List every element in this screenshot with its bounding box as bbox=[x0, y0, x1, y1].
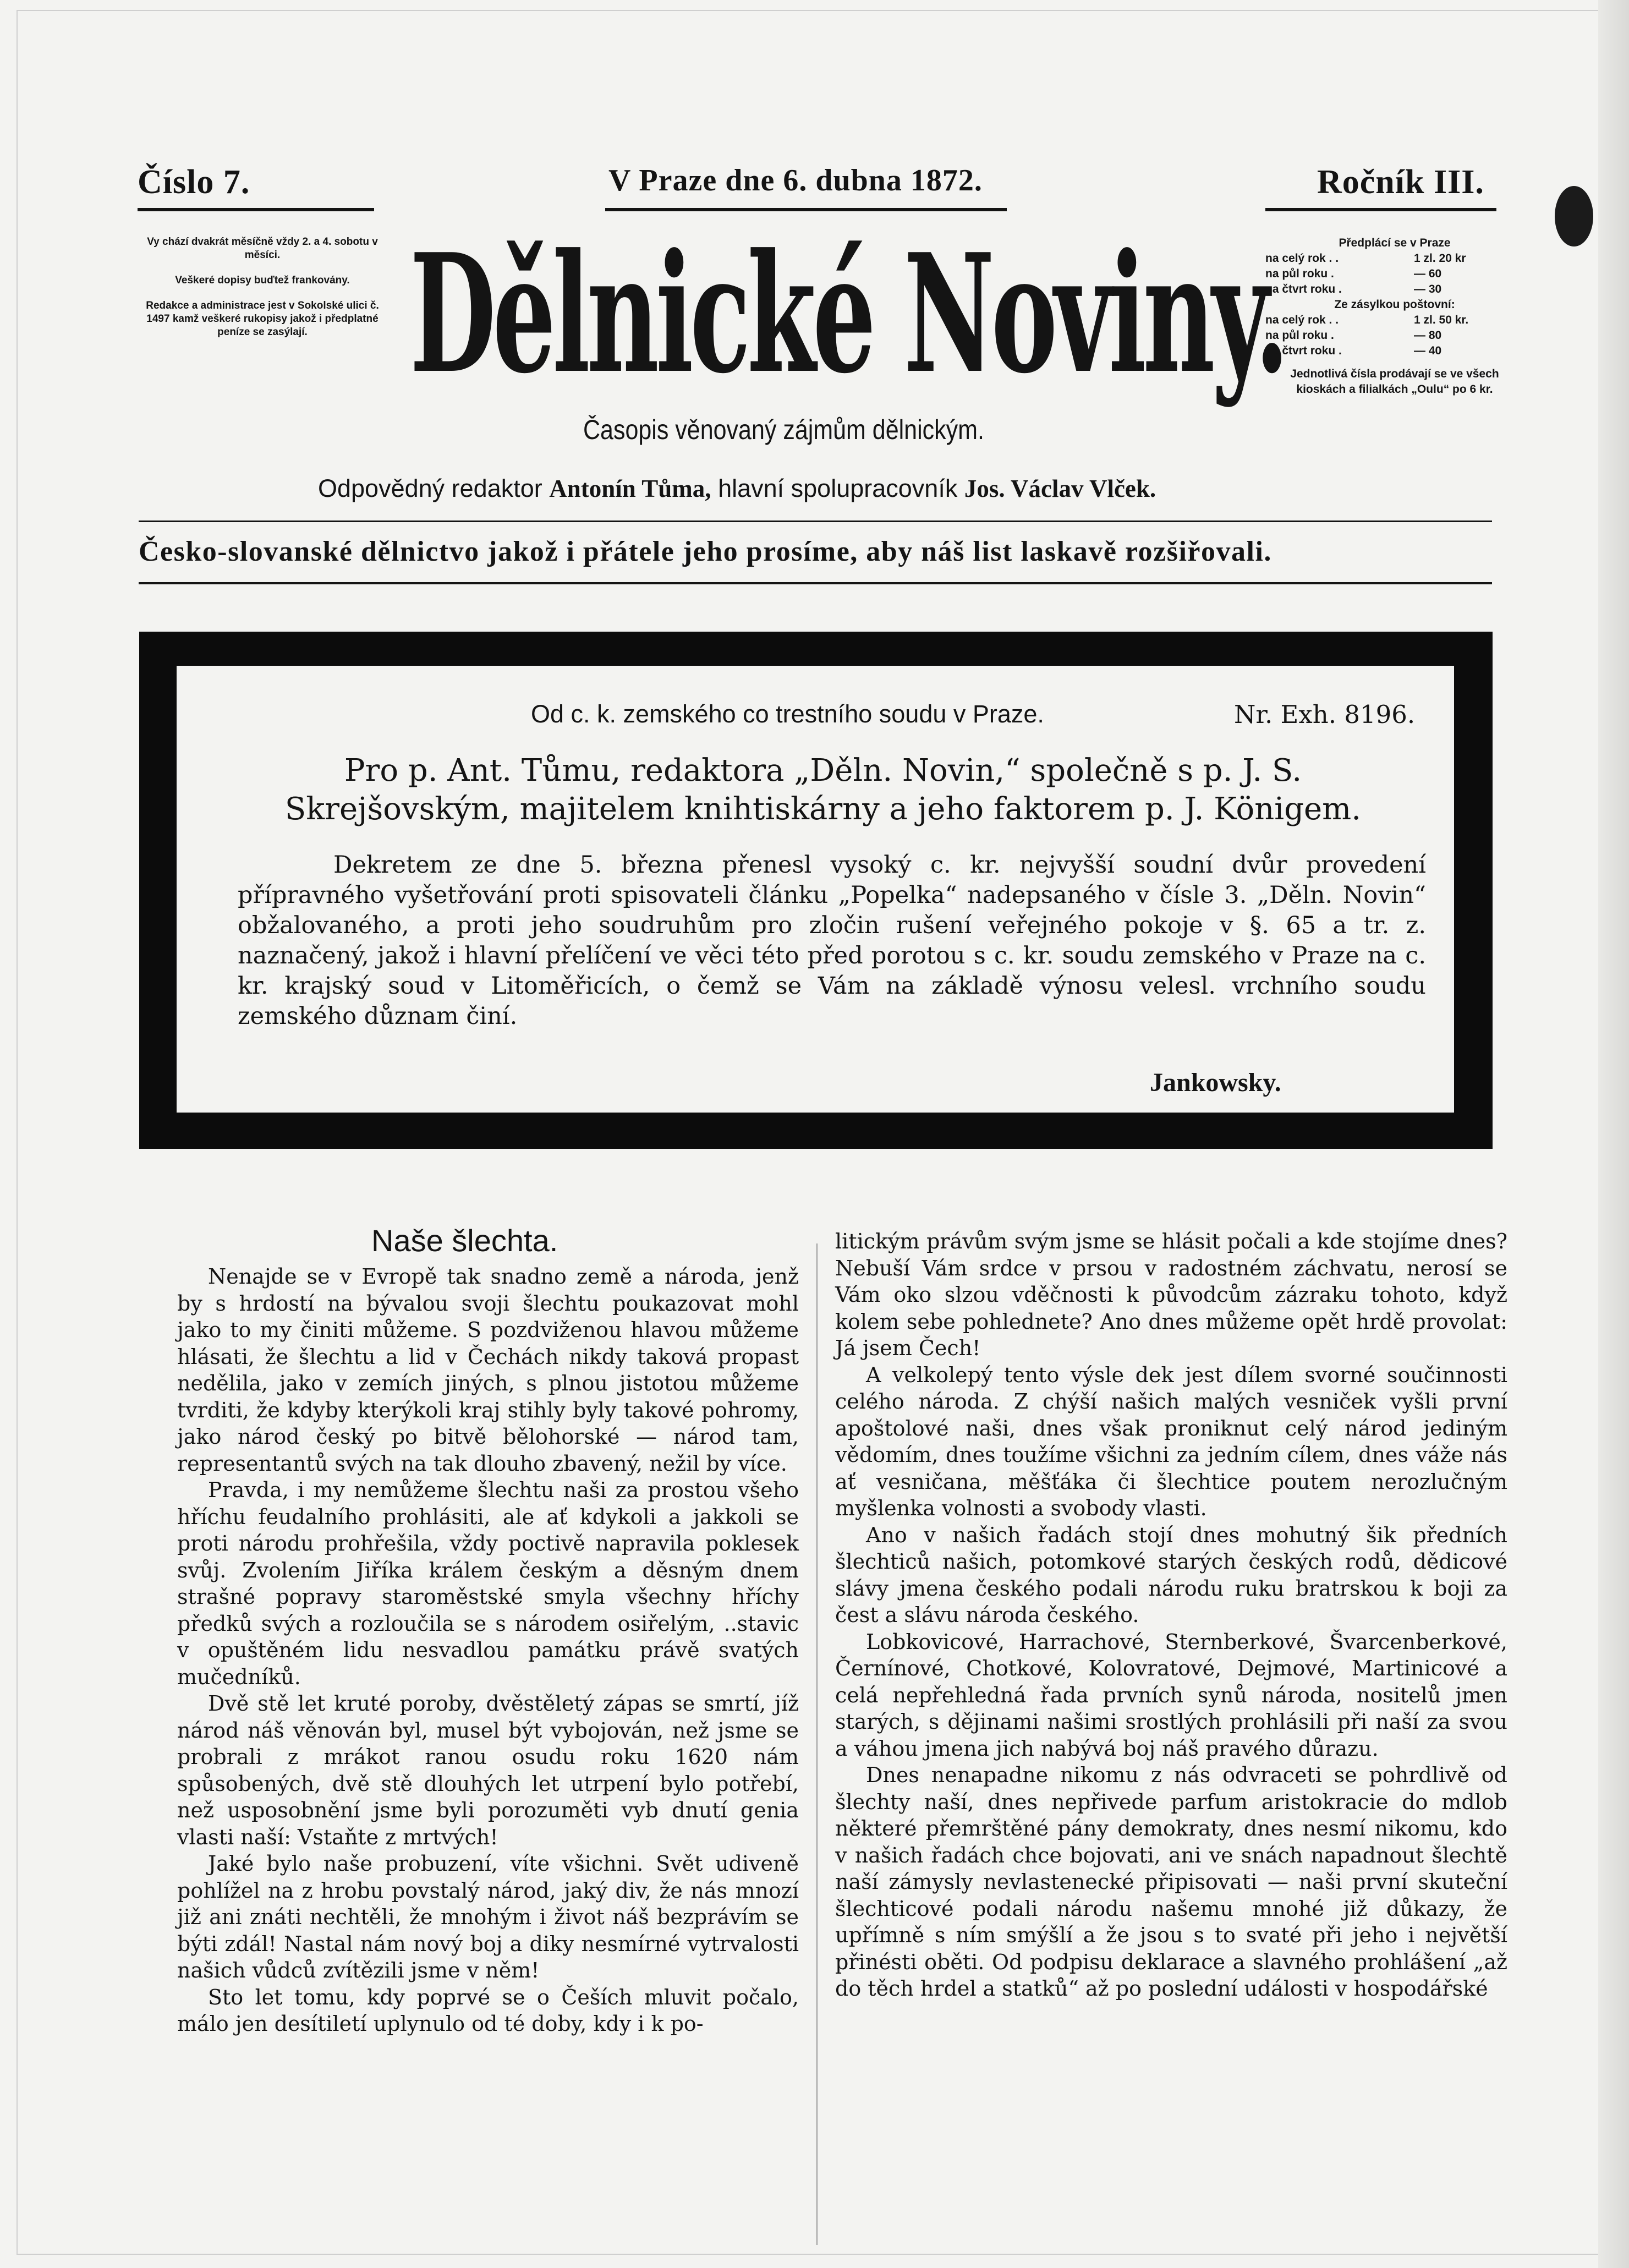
paragraph: litickým právům svým jsme se hlásit počali a kde stojíme dnes? Nebuší Vám srdce v prsou v radostném záchvatu, nerosí se Vám oko slzou vděčnosti k původcům zázraku tohoto, když kolem sebe pohlednete? Ano dnes můžeme opět hrdě provolat: Já jsem Čech! bbox=[835, 1229, 1507, 1360]
volume: Ročník III. bbox=[1317, 163, 1484, 201]
price-row: na půl roku . — 60 bbox=[1265, 267, 1442, 280]
paragraph: Pravda, i my nemůžeme šlechtu naši za prostou všeho hříchu feudalního prohlásiti, ale ať kdykoli a jakkoli se proti národu prohřešila, vždy poctivě napravila poklesek svůj. Zvolením Jiříka králem českým a děsným dnem strašné popravy staroměstské smyla všechny hříchy předků svých a rozloučila se s národem osiřelým, ..stavic v opuštěném lidu nesvadlou památku právě svatých mučedníků. bbox=[177, 1478, 799, 1689]
scan-edge bbox=[1598, 0, 1629, 2268]
decree-body: Dekretem ze dne 5. března přenesl vysoký c. kr. nejvyšší soudní dvůr provedení přípravného vyšetřování proti spisovateli článku „Popelka“ nadepsaného v čísle 3. „Děln. Novin“ obžalovaného, a proti jeho soudruhům pro zločin rušení veřejného pokoje v §. 65 a tr. z. naznačený, jakož i hlavní přelíčení ve věci této před porotou s c. kr. soudu zemského v Praze na c. kr. krajský soud v Litoměřicích, o čemž se Vám na základě výnosu velesl. vrchního soudu zemského důznam činí. bbox=[238, 851, 1426, 1030]
single-copy-note: Jednotlivá čísla prodávají se ve všech kioskách a filialkách „Oulu“ po 6 kr. bbox=[1290, 368, 1499, 396]
decree-address: Pro p. Ant. Tůmu, redaktora „Děln. Novin,“ společně s p. J. S. Skrejšovským, majitelem knihtiskárny a jeho faktorem p. J. Königem. bbox=[284, 753, 1362, 827]
coworker-name: Jos. Václav Vlček. bbox=[964, 475, 1156, 502]
publishing-notes bbox=[139, 235, 386, 351]
article-column-left bbox=[177, 1263, 799, 2037]
masthead-subtitle: Časopis věnovaný zájmům dělnickým. bbox=[583, 414, 984, 445]
appeal-banner: Česko-slovanské dělnictvo jakož i přátele jeho prosíme, aby náš list laskavě rozšiřovali. bbox=[139, 536, 1272, 567]
place-date: V Praze dne 6. dubna 1872. bbox=[608, 163, 983, 198]
subscription-title: Předplácí se v Praze bbox=[1339, 237, 1451, 249]
column-divider bbox=[816, 1243, 818, 2245]
banner-rule-bottom bbox=[139, 582, 1492, 584]
price-row: na celý rok . . 1 zl. 50 kr. bbox=[1265, 314, 1469, 326]
header-rule-left bbox=[138, 208, 374, 211]
price-row: na celý rok . . 1 zl. 20 kr bbox=[1265, 252, 1466, 265]
paragraph: A velkolepý tento výsle dek jest dílem svorné součinnosti celého národa. Z chýší našich malých vesniček vyšli první apoštolové naši, dnes však proniknut celý národ jediným vědomím, dnes toužíme všichni za jedním cílem, dnes váže nás ať vesničana, měšťáka či šlechtice poutem nerozlučným myšlenka volnosti a svobody vlasti. bbox=[835, 1362, 1507, 1520]
paragraph: Ano v našich řadách stojí dnes mohutný šik předních šlechticů našich, potomkové starých českých rodů, dědicové slávy jmena českého podali národu ruku bratrskou k boji za čest a slávu národa českého. bbox=[835, 1522, 1507, 1627]
price-row: na půl roku . — 80 bbox=[1265, 329, 1442, 342]
editor-name: Antonín Tůma, bbox=[549, 475, 711, 502]
masthead-title: Dělnické Noviny. bbox=[410, 218, 1286, 409]
paragraph: Jaké bylo naše probuzení, víte všichni. Svět udiveně pohlížel na z hrobu povstalý národ, jaký div, že nás mnozí již ani znáti nechtěli, že mnohým i život náš bezprávím se býti zdál! Nastal nám nový boj a diky nesmírné vytrvalosti našich vůdců zvítězili jsme v něm! bbox=[177, 1851, 799, 1982]
header-rule-right bbox=[1265, 208, 1496, 211]
article-title: Naše šlechta. bbox=[371, 1223, 558, 1258]
price-row: na čtvrt roku . — 30 bbox=[1265, 283, 1442, 295]
header-rule-center bbox=[605, 208, 1007, 211]
decree-number: Nr. Exh. 8196. bbox=[1234, 700, 1416, 729]
note-letters: Veškeré dopisy buďtež frankovány. bbox=[175, 275, 350, 286]
paragraph: Lobkovicové, Harrachové, Sternberkové, Švarcenberkové, Černínové, Chotkové, Kolovratové, Dejmové, Martinicové a celá nepřehledná řada prvních synů národa, nositelů jmen starých, s dějinami našimi srostlých prohlásili při naší za svou a váhou jmena jich nabývá boj náš pravého důrazu. bbox=[835, 1629, 1507, 1761]
binding-hole bbox=[1555, 186, 1593, 246]
paragraph: Sto let tomu, kdy poprvé se o Češích mluvit počalo, málo jen desítiletí uplynulo od té doby, kdy i k po- bbox=[177, 1985, 799, 2036]
paragraph: Dvě stě let kruté poroby, dvěstěletý zápas se smrtí, jíž národ náš věnován byl, musel být vybojován, než jsme se probrali z mrákot ranou osudu roku 1620 nám spůsobených, dvě stě dlouhých let utrpení bylo potřebí, než usposobnění jsme byli porozuměti vyb dnutí genia vlasti naší: Vstaňte z mrtvých! bbox=[177, 1691, 799, 1849]
banner-rule-top bbox=[139, 521, 1492, 522]
article-column-right bbox=[835, 1228, 1507, 2002]
paragraph: Dnes nenapadne nikomu z nás odvraceti se pohrdlivě od šlechty naší, dnes nepřivede parfum aristokracie do mdlob některé přemrštěné pány demokraty, dnes nesmí nikomu, kdo v našich řadách chce bojovati, ani ve snách napadnout šlechtě naší zámysly nevlastenecké připisovati — naši první skuteční šlechticové podali národu našemu mnohé již důkazy, že upřímně s ním smýšlí a že jsou s to svaté při jeho i největší přinésti oběti. Od podpisu deklarace a slavného prohlášení „až do těch hrdel a statků“ až po poslední události v hospodářské bbox=[835, 1763, 1507, 2001]
paragraph: Nenajde se v Evropě tak snadno země a národa, jenž by s hrdostí na bývalou svoji šlechtu poukazovat mohl jako to my činiti můžeme. S pozdviženou hlavou můžeme hlásati, že šlechtu a lid v Čechách nikdy taková propast nedělila, jako v zemích jiných, s plnou jistotou můžeme tvrditi, že kdyby kterýkoli kraj stihly byly takové pohromy, jako národ český po bitvě bělohorské — národ tam, representantů svých na tak dlouho zbavený, nežil by více. bbox=[177, 1264, 799, 1476]
decree-court: Od c. k. zemského co trestního soudu v Praze. bbox=[531, 700, 1044, 728]
decree-signature: Jankowsky. bbox=[1150, 1068, 1281, 1097]
editors-line: Odpovědný redaktor Antonín Tůma, hlavní spolupracovník Jos. Václav Vlček. bbox=[318, 474, 1156, 502]
note-address: Redakce a administrace jest v Sokolské ulici č. 1497 kamž veškeré rukopisy jakož i předplatné peníze se zasýlají. bbox=[146, 300, 379, 338]
price-row: na čtvrt roku . — 40 bbox=[1265, 344, 1442, 357]
post-title: Ze zásylkou poštovní: bbox=[1334, 298, 1455, 311]
note-frequency: Vy chází dvakrát měsíčně vždy 2. a 4. sobotu v měsíci. bbox=[147, 236, 378, 261]
issue-number: Číslo 7. bbox=[138, 163, 250, 201]
subscription-box bbox=[1265, 235, 1524, 397]
